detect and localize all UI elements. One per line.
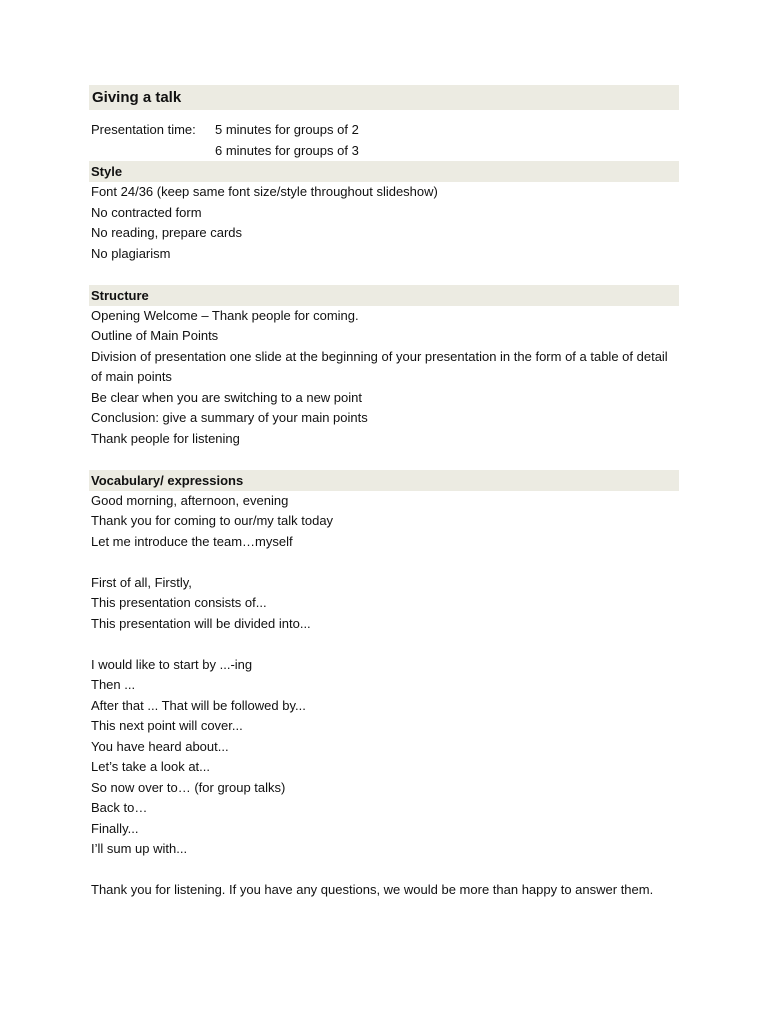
vocabulary-expression: I’ll sum up with...: [91, 841, 188, 856]
structure-item: Division of presentation one slide at the beginning of your presentation in the form of a table of detail of main points: [91, 348, 668, 384]
closing-statement: Thank you for listening. If you have any questions, we would be more than happy to answer them.: [91, 882, 654, 897]
vocabulary-expression: You have heard about...: [91, 738, 229, 754]
style-item: No reading, prepare cards: [91, 225, 243, 240]
structure-item: Be clear when you are switching to a new point: [91, 389, 362, 405]
section-heading-structure: Structure: [89, 285, 679, 306]
vocabulary-expression: Let me introduce the team…myself: [91, 533, 293, 549]
vocabulary-expression: This next point will cover...: [91, 718, 243, 733]
section-heading-style: Style: [89, 161, 679, 182]
structure-item: Conclusion: give a summary of your main points: [91, 410, 368, 425]
spacer: [89, 860, 679, 881]
structure-item: Opening Welcome – Thank people for coming.: [91, 307, 359, 323]
presentation-time-row-1: [89, 120, 679, 141]
document-page: [89, 85, 679, 901]
spacer: [89, 552, 679, 573]
presentation-time-row-2: [89, 141, 679, 162]
vocabulary-expression: I would like to start by ...-ing: [91, 656, 253, 672]
vocabulary-expression: After that ... That will be followed by...: [91, 697, 306, 713]
presentation-time-value-2: 6 minutes for groups of 3: [215, 142, 359, 158]
spacer: [89, 449, 679, 470]
vocabulary-expression: Finally...: [91, 820, 139, 836]
vocabulary-expression: Thank you for coming to our/my talk today: [91, 513, 334, 528]
vocabulary-expression: This presentation will be divided into...: [91, 615, 311, 631]
style-item: Font 24/36 (keep same font size/style throughout slideshow): [91, 184, 438, 199]
style-item: No contracted form: [91, 204, 202, 220]
vocabulary-expression: Then ...: [91, 677, 136, 692]
presentation-time-label: Presentation time:: [91, 122, 196, 137]
style-item: No plagiarism: [91, 245, 171, 261]
presentation-time-spacer: [91, 141, 215, 162]
vocabulary-expression: Let’s take a look at...: [91, 759, 210, 774]
vocabulary-expression: Back to…: [91, 800, 148, 815]
vocabulary-expression: First of all, Firstly,: [91, 574, 192, 590]
spacer: [89, 634, 679, 655]
structure-item: Outline of Main Points: [91, 328, 219, 343]
vocabulary-expression: This presentation consists of...: [91, 595, 267, 610]
section-heading-vocabulary: Vocabulary/ expressions: [89, 470, 679, 491]
vocabulary-expression: Good morning, afternoon, evening: [91, 492, 289, 508]
vocabulary-expression: So now over to… (for group talks): [91, 779, 286, 795]
document-title: Giving a talk: [89, 85, 679, 110]
structure-item: Thank people for listening: [91, 430, 240, 446]
spacer: [89, 264, 679, 285]
presentation-time-value-1: 5 minutes for groups of 2: [215, 122, 359, 137]
